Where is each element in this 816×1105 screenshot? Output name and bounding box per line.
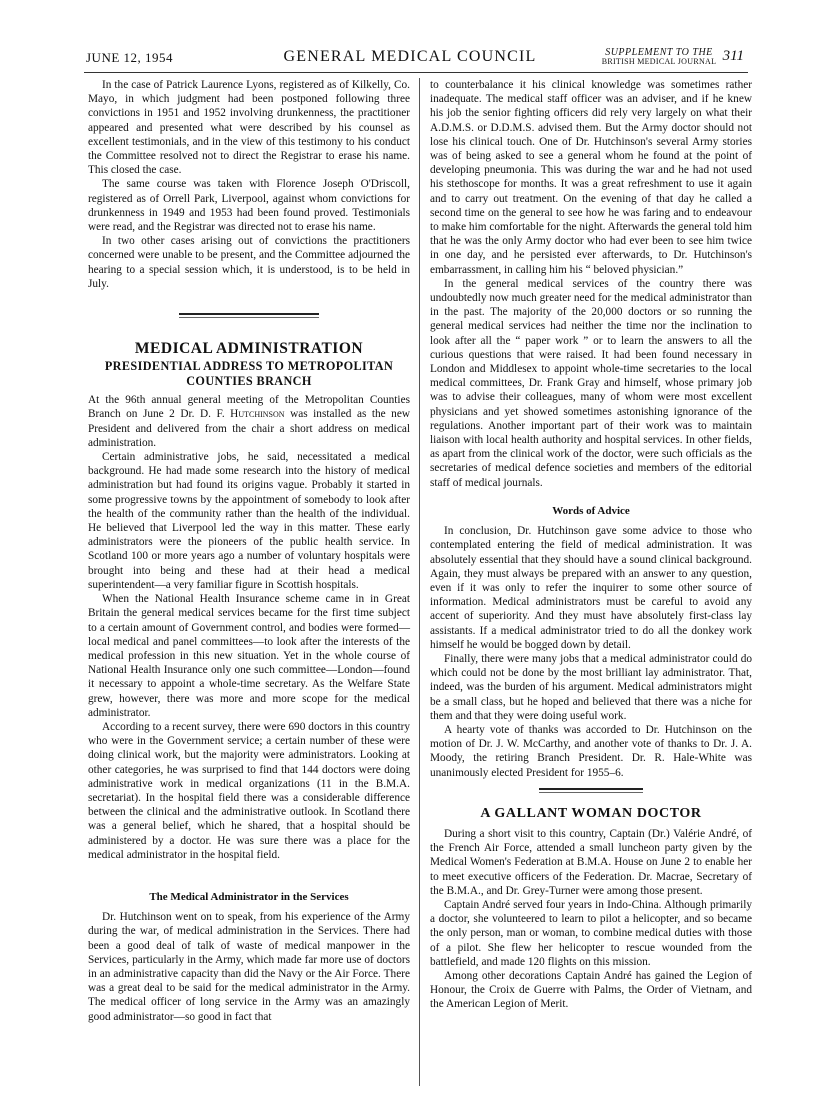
- right-column: [430, 78, 752, 1012]
- paragraph-survey: According to a recent survey, there were 690 doctors in this country who were in the Government service; a certain number of these were doing clinical work, but the majority were administrators. Looking at other categories, he was surprised to find that 144 doctors were doing administrative work in medical organizations (11 in the B.M.A. secretariat). In the hospital field there was a considerable difference between the clinical and the administrative outlook. In Scotland there was a general belief, which he shared, that a hospital should be administered by a doctor. He was sure there was a place for the medical administrator in the hospital field.: [88, 720, 410, 861]
- article-subtitle: [88, 359, 410, 389]
- author-name: Hutchinson: [230, 408, 285, 421]
- supplement-line-1: SUPPLEMENT TO THE: [605, 47, 713, 58]
- section-heading-advice: Words of Advice: [552, 504, 630, 517]
- paragraph-andre-visit: During a short visit to this country, Captain (Dr.) Valérie André, of the French Air Force, attended a small luncheon party given by the Medical Women's Federation at B.M.A. House on June 2 to enable her to meet executive officers of the Federation. Dr. Macrae, Secretary of the B.M.A., and Dr. Grey-Turner were among those present.: [430, 827, 752, 897]
- paragraph-finally: Finally, there were many jobs that a medical administrator could do which could not be done by the most brilliant lay administrator. That, indeed, was the burden of his argument. Medical administrators might be a small class, but he hoped and believed that there was a niche for them and that they were doing useful work.: [430, 652, 752, 722]
- paragraph-army-continued: to counterbalance it his clinical knowledge was sometimes rather inadequate. The medical staff officer was an adviser, and if he knew his job the senior fighting officers did rely very largely on what their A.D.M.S. or D.D.M.S. advised them. But the Army doctor should not lose his clinical touch. One of Dr. Hutchinson's several Army stories was of being asked to see a general whom he found at the point of developing pneumonia. This was during the war and he had not used his stethoscope for months. It was a great refreshment to use it again and to carry out treatment. On the evening of that day he called a second time on the general to see how he was faring and to endeavour to make him comfortable for the night. Afterwards the general told him that he was the only Army doctor who had ever been to see him twice in one day, and he persisted ever afterwards, to Dr. Hutchinson's embarrassment, in calling him his “ beloved physician.”: [430, 79, 752, 276]
- header-title: GENERAL MEDICAL COUNCIL: [283, 48, 537, 65]
- page-header: [76, 46, 744, 74]
- supplement-line-2: BRITISH MEDICAL JOURNAL: [601, 57, 717, 66]
- section-divider: [179, 313, 319, 318]
- article-title: MEDICAL ADMINISTRATION: [134, 340, 364, 358]
- paragraph-thanks: A hearty vote of thanks was accorded to Dr. Hutchinson on the motion of Dr. J. W. McCarthy, and another vote of thanks to Dr. J. A. Moody, the retiring Branch President. Dr. R. Hale-White was unanimously elected President for 1955–6.: [430, 723, 752, 779]
- article-subtitle-line-2: COUNTIES BRANCH: [186, 374, 312, 389]
- header-date: JUNE 12, 1954: [86, 50, 174, 65]
- paragraph-lyons: In the case of Patrick Laurence Lyons, registered as of Kilkelly, Co. Mayo, in which judgment had been postponed following three convictions in 1951 and 1952 involving drunkenness, the practitioner appeared and presented what were described by his counsel as excellent testimonials, and in the view of this testimony to his conduct the Committee resolved not to direct the Registrar to erase his name. This closed the case.: [88, 79, 410, 177]
- section-heading-services: The Medical Administrator in the Services: [149, 890, 349, 903]
- paragraph-adjourned: In two other cases arising out of convictions the practitioners concerned were unable to be present, and the Committee adjourned the hearing to a special session which, it is understood, is to be held in July.: [88, 235, 410, 290]
- paragraph-odriscoll: The same course was taken with Florence Joseph O'Driscoll, registered as of Orrell Park, Liverpool, against whom convictions for drunkenness in 1949 and 1953 had been found proved. Testimonials were read, and the Registrar was directed not to erase his name.: [88, 178, 410, 234]
- paragraph-insurance: When the National Health Insurance scheme came in in Great Britain the general medical services became for the first time subject to a certain amount of Government control, and bodies were formed—local medical and panel committees—to look after the interests of the medical profession in this new situation. Yet in the whole course of National Health Insurance only one such committee—London—found it necessary to appoint a whole-time secretary. As the Welfare State grew, however, there was more and more scope for the medical administrator.: [88, 593, 410, 719]
- paragraph-andre-decorations: Among other decorations Captain André has gained the Legion of Honour, the Croix de Guerre with Palms, the Order of Vietnam, and the American Legion of Merit.: [430, 969, 752, 1011]
- column-rule: [419, 78, 420, 1086]
- page-number: 311: [722, 48, 744, 64]
- article2-title: A GALLANT WOMAN DOCTOR: [480, 805, 702, 821]
- header-rule: [84, 72, 748, 73]
- paragraph-advice: In conclusion, Dr. Hutchinson gave some advice to those who contemplated entering the field of medical administration. It was absolutely essential that they should have a sound clinical background. Again, they must always be prepared with an answer to any question, even if it was only to refer the inquirer to some other source of information. Medical administrators must be careful to avoid any accent of superiority. And they must have absolutely first-class lay assistants. If a medical administrator tried to do all the donkey work himself he would be bogged down by detail.: [430, 525, 752, 651]
- section-divider-2: [539, 788, 643, 793]
- paragraph-andre-service: Captain André served four years in Indo-China. Although primarily a doctor, she volunteered to learn to pilot a helicopter, and so became the only person, man or woman, to combine medical duties with those of a pilot. She flew her helicopter to rescue wounded from the battlefield, and made 120 flights on this mission.: [430, 898, 752, 968]
- article-subtitle-line-1: PRESIDENTIAL ADDRESS TO METROPOLITAN: [104, 359, 394, 374]
- paragraph-services: Dr. Hutchinson went on to speak, from his experience of the Army during the war, of medical administration in the Services. There had been a good deal of talk of waste of medical manpower in the Services, particularly in the Army, which made far more use of doctors in an administrative capacity than did the Navy or the Air Force. There was a great deal to be said for the medical administrator in the Army. The medical officer of long service in the Army was an amazingly good administrator—so good in fact that: [88, 911, 410, 1023]
- intro-text-end: was installed as the new President and delivered from the chair a short address on medical administration.: [88, 408, 410, 449]
- intro-text-start: At the 96th annual general meeting of the Metropolitan Counties Branch on June 2 Dr. D. F.: [88, 394, 410, 421]
- header-supplement: [588, 48, 730, 66]
- left-column: [88, 78, 410, 1024]
- paragraph-intro: [88, 393, 410, 450]
- paragraph-general-services: In the general medical services of the country there was undoubtedly now much greater need for the medical administrator than in the past. The majority of the 20,000 doctors or so running the general medical services had neither the time nor the inclination to look after all the “ paper work ” or to learn the answers to all the curious questions that were raised. It had been found necessary in London and Middlesex to appoint whole-time secretaries to the local medical committees, Dr. Frank Gray and himself, whose primary job was to advise their colleagues, many of whom were most excellent physicians and yet showed sometimes astonishing ignorance of the regulations. Another important part of their work was to maintain liaison with local health authority and hospital services. In other fields, as apart from the clinical work of the doctor, were such officials as the secretaries of medical defence societies and members of the editorial staff of medical journals.: [430, 277, 752, 489]
- paragraph-history: Certain administrative jobs, he said, necessitated a medical background. He had made some research into the history of medical administration but had found its origins vague. Probably it started in some progressive towns by the appointment of somebody to look after the health of the community rather than the health of the individual. He believed that Liverpool led the way in this matter. These early administrators were the pioneers of the public health service. In Scotland 100 or more years ago a number of voluntary hospitals were brought into being and these had at their head a medical superintendent—a very familiar figure in Scottish hospitals.: [88, 451, 410, 591]
